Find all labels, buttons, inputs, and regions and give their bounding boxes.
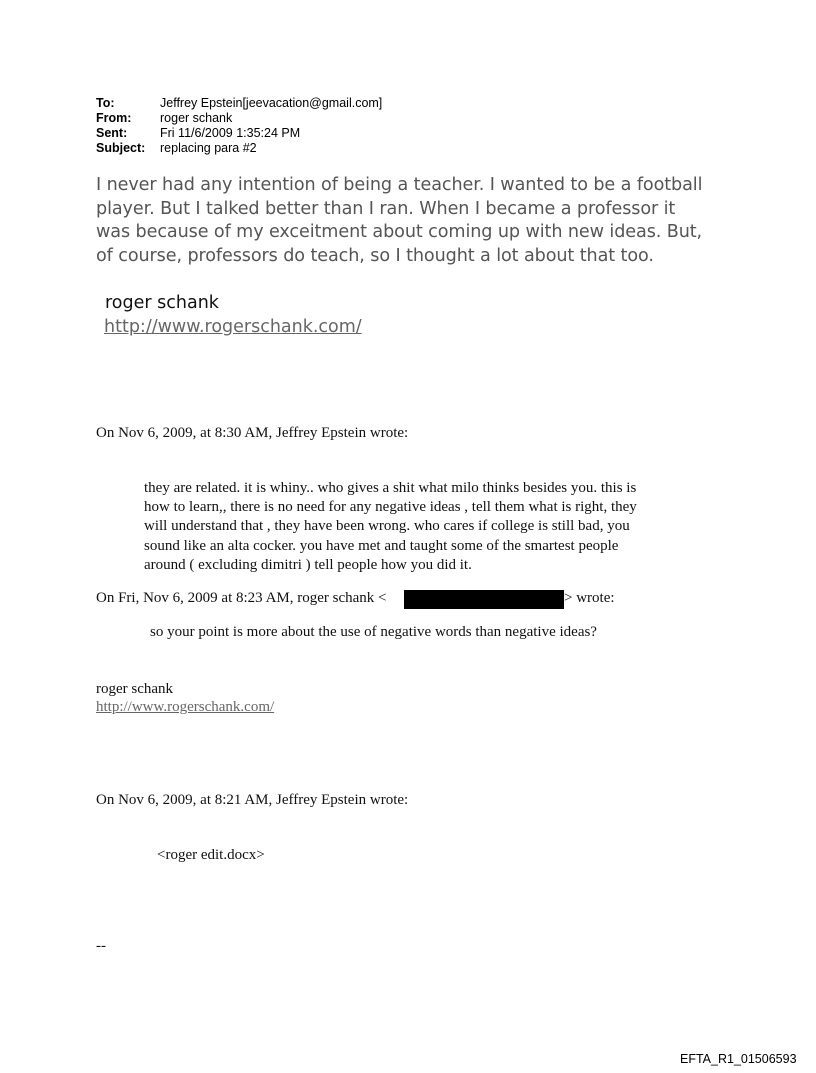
email-header bbox=[96, 96, 382, 156]
subject-value: replacing para #2 bbox=[160, 141, 257, 155]
subject-row bbox=[96, 141, 382, 156]
signature-name: roger schank bbox=[105, 293, 219, 313]
from-label: From: bbox=[96, 111, 132, 125]
body-line: was because of my exceitment about coming up with new ideas. But, bbox=[96, 222, 703, 242]
body-line: player. But I talked better than I ran. When I became a professor it bbox=[96, 198, 676, 219]
signature-separator: -- bbox=[96, 938, 106, 954]
body-line: I never had any intention of being a teacher. I wanted to be a football bbox=[96, 175, 703, 195]
sent-row bbox=[96, 126, 382, 141]
to-row bbox=[96, 96, 382, 111]
subject-label: Subject: bbox=[96, 141, 146, 155]
signature2-name: roger schank bbox=[96, 681, 174, 697]
to-label: To: bbox=[96, 96, 115, 110]
reply2-header-suffix: > wrote: bbox=[564, 590, 615, 606]
reply1-header: On Nov 6, 2009, at 8:30 AM, Jeffrey Epstein wrote: bbox=[96, 425, 409, 441]
quote-line: sound like an alta cocker. you have met and taught some of the smartest people bbox=[144, 537, 619, 554]
quote-line: they are related. it is whiny.. who gives a shit what milo thinks besides you. this is bbox=[144, 480, 637, 496]
quote-line: around ( excluding dimitri ) tell people how you did it. bbox=[144, 556, 472, 573]
attachment-name[interactable]: <roger edit.docx> bbox=[157, 847, 265, 863]
signature2-link[interactable]: http://www.rogerschank.com/ bbox=[96, 699, 275, 715]
to-value: Jeffrey Epstein[jeevacation@gmail.com] bbox=[160, 96, 383, 110]
reply2-header-prefix: On Fri, Nov 6, 2009 at 8:23 AM, roger schank < bbox=[96, 590, 387, 606]
quote-line: will understand that , they have been wrong. who cares if college is still bad, you bbox=[144, 518, 630, 535]
redaction-box bbox=[404, 590, 564, 609]
from-value: roger schank bbox=[160, 111, 233, 125]
document-id: EFTA_R1_01506593 bbox=[680, 1052, 797, 1066]
signature-link[interactable]: http://www.rogerschank.com/ bbox=[104, 317, 362, 337]
quote-line: how to learn,, there is no need for any negative ideas , tell them what is right, they bbox=[144, 499, 637, 516]
message-body bbox=[96, 174, 746, 268]
reply2-text: so your point is more about the use of negative words than negative ideas? bbox=[150, 624, 597, 640]
reply3-header: On Nov 6, 2009, at 8:21 AM, Jeffrey Epstein wrote: bbox=[96, 792, 409, 808]
body-line: of course, professors do teach, so I thought a lot about that too. bbox=[96, 245, 654, 266]
reply1-quote bbox=[144, 479, 684, 575]
from-row bbox=[96, 111, 382, 126]
sent-value: Fri 11/6/2009 1:35:24 PM bbox=[160, 126, 301, 140]
sent-label: Sent: bbox=[96, 126, 128, 140]
